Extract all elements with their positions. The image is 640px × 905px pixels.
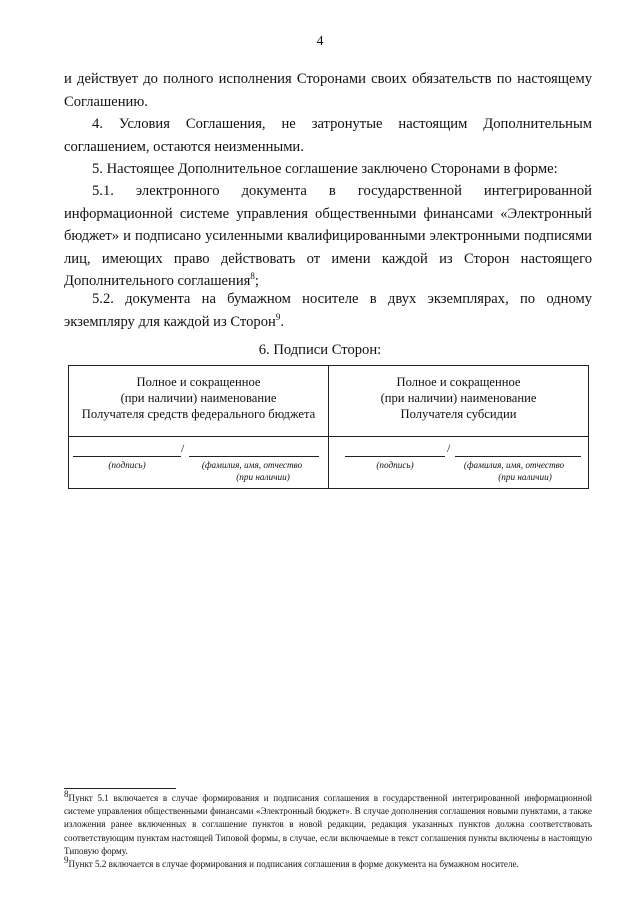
paragraph-tail: .	[280, 313, 284, 330]
signature-line[interactable]	[73, 456, 181, 457]
footnote-8	[64, 788, 592, 858]
signatures-title: 6. Подписи Сторон:	[258, 342, 382, 358]
footnote-text: Пункт 5.2 включается в случае формирования и подписания соглашения в форме документа на бумажном носителе.	[68, 859, 519, 870]
separator-slash: /	[181, 441, 185, 455]
header-line: Полное и сокращенное	[136, 375, 261, 389]
page-number: 4	[316, 34, 324, 49]
signature-caption: (подпись)	[108, 460, 146, 470]
name-caption: (фамилия, имя, отчество (при наличии)	[463, 460, 565, 482]
right-signature-cell	[329, 437, 589, 489]
header-line: (при наличии) наименование	[120, 391, 277, 405]
paragraph-5	[64, 158, 592, 181]
footnote-mark: 8	[64, 788, 69, 799]
signatures-table	[68, 365, 589, 489]
separator-slash: /	[447, 441, 451, 455]
paragraph-text: 5. Настоящее Дополнительное соглашение заключено Сторонами в форме:	[92, 161, 558, 177]
header-line: Получателя субсидии	[400, 407, 517, 421]
signature-caption: (подпись)	[376, 460, 414, 470]
signature-line[interactable]	[345, 456, 445, 457]
footnote-ref-9[interactable]: 9	[275, 311, 281, 322]
right-party-header	[329, 366, 589, 437]
paragraph-5-1	[64, 180, 592, 293]
header-line: Полное и сокращенное	[396, 375, 521, 389]
header-line: (при наличии) наименование	[380, 391, 537, 405]
footnote-ref-8[interactable]: 8	[250, 271, 255, 282]
footnote-separator	[64, 788, 176, 789]
name-caption: (фамилия, имя, отчество (при наличии)	[201, 460, 303, 482]
paragraph-5-2	[64, 288, 592, 333]
left-party-header	[69, 366, 329, 437]
footnote-9	[64, 854, 592, 871]
left-signature-cell	[69, 437, 329, 489]
footnote-mark: 9	[64, 854, 69, 865]
footnotes	[64, 788, 592, 871]
footnote-text: Пункт 5.1 включается в случае формирования и подписания соглашения в государственной интегрированной информационной системе управления общественными финансами «Электронный бюджет». В случае дополнения соглашения новыми пунктами, а также изложения ранее включенных в соглашение пунктов в новой редакции, редакция указанных пунктов должна соответствовать соответствующим пунктам настоящей Типовой формы, в случае, если включаемые в текст соглашения пункты включены в настоящую Типовую форму.	[64, 793, 592, 856]
header-line: Получателя средств федерального бюджета	[81, 407, 316, 421]
paragraph-tail: ;	[254, 273, 259, 290]
paragraph-4	[64, 113, 592, 158]
paragraph-continuation	[64, 68, 592, 113]
paragraph-text: 4. Условия Соглашения, не затронутые настоящим Дополнительным соглашением, остаются неизменными.	[64, 116, 592, 155]
paragraph-text: 5.2. документа на бумажном носителе в двух экземплярах, по одному экземпляру для каждой из Сторон	[64, 291, 592, 330]
paragraph-text: 5.1. электронного документа в государственной интегрированной информационной системе управления общественными финансами «Электронный бюджет» и подписано усиленными квалифицированными электронными подписями лиц, имеющих право действовать от имени каждой из Сторон настоящего Дополнительного соглашения	[64, 183, 592, 290]
name-line[interactable]	[455, 456, 581, 457]
name-line[interactable]	[189, 456, 319, 457]
paragraph-text: и действует до полного исполнения Сторонами своих обязательств по настоящему Соглашению.	[64, 71, 592, 110]
